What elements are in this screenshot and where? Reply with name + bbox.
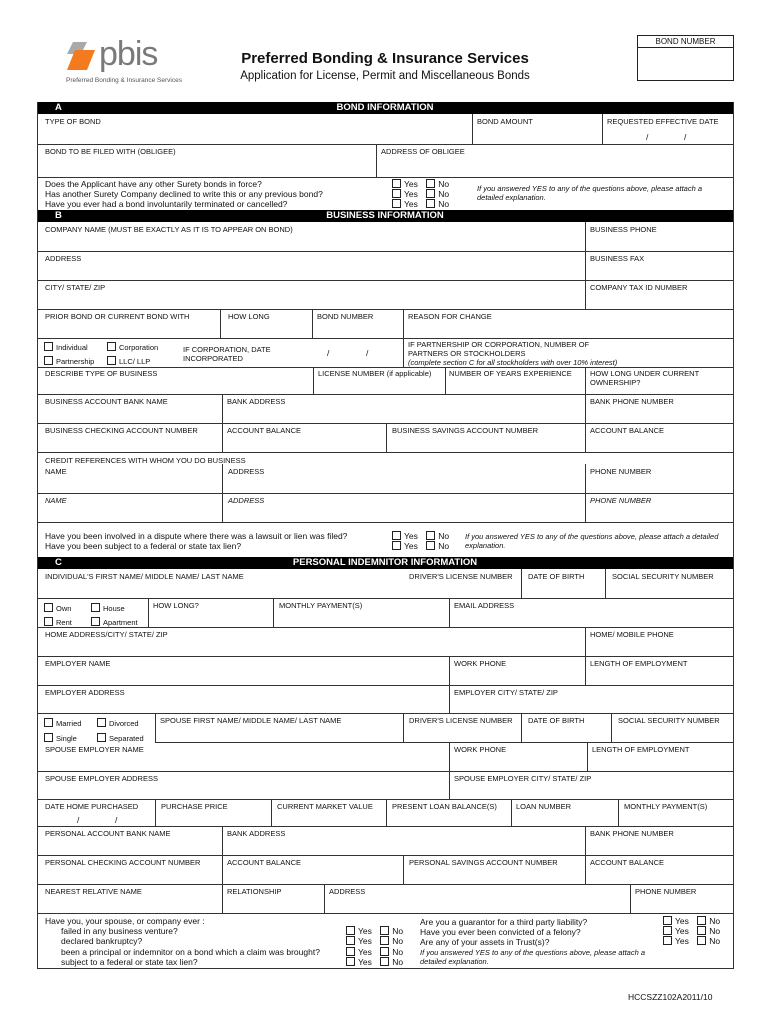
- spouse-emp-address-label: SPOUSE EMPLOYER ADDRESS: [45, 774, 158, 783]
- date-home-label: DATE HOME PURCHASED: [45, 802, 139, 811]
- separated-checkbox[interactable]: Separated: [97, 733, 144, 744]
- checkbox[interactable]: [380, 926, 389, 935]
- relative-phone-label: PHONE NUMBER: [635, 887, 697, 896]
- license-number-label: LICENSE NUMBER (if applicable): [318, 369, 432, 378]
- length-emp-label: LENGTH OF EMPLOYMENT: [590, 659, 688, 668]
- checkbox[interactable]: [107, 342, 116, 351]
- checkbox[interactable]: [392, 179, 401, 188]
- checkbox[interactable]: [663, 936, 672, 945]
- yes-no-c4[interactable]: Yes No: [346, 957, 403, 967]
- form-title: Preferred Bonding & Insurance Services: [241, 50, 529, 67]
- checkbox[interactable]: [392, 541, 401, 550]
- question-c2: declared bankruptcy?: [61, 936, 143, 946]
- employer-address-label: EMPLOYER ADDRESS: [45, 688, 125, 697]
- checkbox[interactable]: [426, 179, 435, 188]
- llc-checkbox[interactable]: LLC/ LLP: [107, 356, 150, 367]
- date-slash: /: [646, 132, 649, 142]
- monthly-payment-label: MONTHLY PAYMENT(S): [279, 601, 363, 610]
- checkbox[interactable]: [426, 189, 435, 198]
- question-c3: been a principal or indemnitor on a bond which a claim was brought?: [61, 947, 320, 957]
- partners-num-label: IF PARTNERSHIP OR CORPORATION, NUMBER OF PARTNERS OR STOCKHOLDERS: [408, 340, 590, 358]
- question-c7: Are any of your assets in Trust(s)?: [420, 937, 550, 947]
- spouse-length-emp-label: LENGTH OF EMPLOYMENT: [592, 745, 690, 754]
- question-b1: Have you been involved in a dispute where there was a lawsuit or lien was filed?: [45, 531, 348, 541]
- question-c6: Have you ever been convicted of a felony?: [420, 927, 581, 937]
- bank-phone-label: BANK PHONE NUMBER: [590, 397, 674, 406]
- checkbox[interactable]: [392, 189, 401, 198]
- relationship-label: RELATIONSHIP: [227, 887, 282, 896]
- ref-phone2-label: PHONE NUMBER: [590, 496, 652, 505]
- yes-no-c1[interactable]: Yes No: [346, 926, 403, 936]
- spouse-employer-label: SPOUSE EMPLOYER NAME: [45, 745, 144, 754]
- how-long-c-label: HOW LONG?: [153, 601, 199, 610]
- divorced-checkbox[interactable]: Divorced: [97, 718, 139, 729]
- question-c4: subject to a federal or state tax lien?: [61, 957, 198, 967]
- business-fax-label: BUSINESS FAX: [590, 254, 645, 263]
- employer-city-label: EMPLOYER CITY/ STATE/ ZIP: [454, 688, 558, 697]
- checkbox[interactable]: [97, 718, 106, 727]
- home-address-label: HOME ADDRESS/CITY/ STATE/ ZIP: [45, 630, 168, 639]
- apartment-checkbox[interactable]: Apartment: [91, 617, 138, 628]
- checkbox[interactable]: [346, 926, 355, 935]
- section-b-title: BUSINESS INFORMATION: [326, 210, 444, 221]
- work-phone-label: WORK PHONE: [454, 659, 507, 668]
- checkbox[interactable]: [697, 916, 706, 925]
- spouse-ssn-label: SOCIAL SECURITY NUMBER: [618, 716, 720, 725]
- checkbox[interactable]: [44, 718, 53, 727]
- pers-bank-label: PERSONAL ACCOUNT BANK NAME: [45, 829, 171, 838]
- bond-number-field-label: BOND NUMBER: [317, 312, 374, 321]
- checkbox[interactable]: [697, 926, 706, 935]
- logo-subtext: Preferred Bonding & Insurance Services: [66, 77, 182, 84]
- business-phone-label: BUSINESS PHONE: [590, 225, 657, 234]
- question-a1: Does the Applicant have any other Surety bonds in force?: [45, 179, 262, 189]
- account-balance2-label: ACCOUNT BALANCE: [590, 426, 665, 435]
- bond-number-box[interactable]: [637, 35, 734, 81]
- relative-address-label: ADDRESS: [329, 887, 366, 896]
- monthly-payments-label: MONTHLY PAYMENT(S): [624, 802, 708, 811]
- question-b2: Have you been subject to a federal or state tax lien?: [45, 541, 242, 551]
- date-slash: /: [327, 348, 330, 358]
- checkbox[interactable]: [380, 957, 389, 966]
- date-slash: /: [115, 815, 118, 825]
- bank-name-label: BUSINESS ACCOUNT BANK NAME: [45, 397, 168, 406]
- email-label: EMAIL ADDRESS: [454, 601, 515, 610]
- section-c-note: If you answered YES to any of the questions above, please attach a detailed explanation.: [420, 948, 646, 966]
- yes-no-a2[interactable]: Yes No: [392, 189, 449, 199]
- checkbox[interactable]: [44, 356, 53, 365]
- checkbox[interactable]: [44, 342, 53, 351]
- pers-bank-address-label: BANK ADDRESS: [227, 829, 286, 838]
- ref-phone-label: PHONE NUMBER: [590, 467, 652, 476]
- pers-account-balance2-label: ACCOUNT BALANCE: [590, 858, 665, 867]
- loan-number-label: LOAN NUMBER: [516, 802, 572, 811]
- checkbox[interactable]: [91, 603, 100, 612]
- question-a3: Have you ever had a bond involuntarily terminated or cancelled?: [45, 199, 288, 209]
- checkbox[interactable]: [44, 617, 53, 626]
- pbis-logo-text: pbis: [99, 35, 158, 73]
- yes-no-c5[interactable]: Yes No: [663, 916, 720, 926]
- checkbox[interactable]: [346, 957, 355, 966]
- checkbox[interactable]: [426, 531, 435, 540]
- question-c5: Are you a guarantor for a third party liability?: [420, 917, 588, 927]
- yes-no-c7[interactable]: Yes No: [663, 936, 720, 946]
- checkbox[interactable]: [44, 603, 53, 612]
- spouse-emp-city-label: SPOUSE EMPLOYER CITY/ STATE/ ZIP: [454, 774, 592, 783]
- ref-address2-label: ADDRESS: [228, 496, 265, 505]
- checkbox[interactable]: [380, 947, 389, 956]
- pbis-logo-mark: [65, 42, 97, 72]
- own-checkbox[interactable]: Own: [44, 603, 71, 614]
- yes-no-b2[interactable]: Yes No: [392, 541, 449, 551]
- partnership-checkbox[interactable]: Partnership: [44, 356, 94, 367]
- date-slash: /: [77, 815, 80, 825]
- individual-checkbox[interactable]: Individual: [44, 342, 88, 353]
- question-c1: failed in any business venture?: [61, 926, 178, 936]
- date-slash: /: [366, 348, 369, 358]
- question-a2: Has another Surety Company declined to write this or any previous bond?: [45, 189, 323, 199]
- corp-date-label: IF CORPORATION, DATE INCORPORATED: [183, 345, 271, 363]
- ind-name-label: INDIVIDUAL'S FIRST NAME/ MIDDLE NAME/ LAST NAME: [45, 572, 244, 581]
- bond-filed-with-label: BOND TO BE FILED WITH (OBLIGEE): [45, 147, 176, 156]
- ref-name-label: NAME: [45, 467, 67, 476]
- partners-note: (complete section C for all stockholders with over 10% interest): [408, 358, 618, 367]
- req-eff-date-label: REQUESTED EFFECTIVE DATE: [607, 117, 719, 126]
- account-balance-label: ACCOUNT BALANCE: [227, 426, 302, 435]
- single-checkbox[interactable]: Single: [44, 733, 77, 744]
- checkbox[interactable]: [107, 356, 116, 365]
- spouse-dl-label: DRIVER'S LICENSE NUMBER: [409, 716, 513, 725]
- date-slash: /: [684, 132, 687, 142]
- loan-balance-label: PRESENT LOAN BALANCE(S): [392, 802, 497, 811]
- pers-savings-label: PERSONAL SAVINGS ACCOUNT NUMBER: [409, 858, 558, 867]
- pers-bank-phone-label: BANK PHONE NUMBER: [590, 829, 674, 838]
- checkbox[interactable]: [663, 926, 672, 935]
- form-subtitle: Application for License, Permit and Miscellaneous Bonds: [240, 70, 530, 82]
- market-value-label: CURRENT MARKET VALUE: [277, 802, 373, 811]
- yes-no-c6[interactable]: Yes No: [663, 926, 720, 936]
- address-label: ADDRESS: [45, 254, 82, 263]
- pers-account-balance-label: ACCOUNT BALANCE: [227, 858, 302, 867]
- checkbox[interactable]: [426, 199, 435, 208]
- section-b-note: If you answered YES to any of the questions above, please attach a detailed explanation.: [465, 532, 719, 550]
- corporation-checkbox[interactable]: Corporation: [107, 342, 158, 353]
- checkbox[interactable]: [97, 733, 106, 742]
- bond-number-label: BOND NUMBER: [638, 36, 733, 48]
- bank-address-label: BANK ADDRESS: [227, 397, 286, 406]
- spouse-name-label: SPOUSE FIRST NAME/ MIDDLE NAME/ LAST NAME: [160, 716, 342, 725]
- ref-name2-label: NAME: [45, 496, 67, 505]
- checkbox[interactable]: [392, 531, 401, 540]
- checkbox[interactable]: [697, 936, 706, 945]
- section-c-bar: [37, 557, 733, 569]
- spouse-dob-label: DATE OF BIRTH: [528, 716, 585, 725]
- yes-no-a3[interactable]: Yes No: [392, 199, 449, 209]
- yes-no-c2[interactable]: Yes No: [346, 936, 403, 946]
- yes-no-b1[interactable]: Yes No: [392, 531, 449, 541]
- years-exp-label: NUMBER OF YEARS EXPERIENCE: [449, 369, 572, 378]
- checkbox[interactable]: [392, 199, 401, 208]
- section-a-title: BOND INFORMATION: [336, 102, 434, 113]
- nearest-relative-label: NEAREST RELATIVE NAME: [45, 887, 142, 896]
- dl-number-label: DRIVER'S LICENSE NUMBER: [409, 572, 513, 581]
- question-c-head: Have you, your spouse, or company ever :: [45, 916, 205, 926]
- how-long-label: HOW LONG: [228, 312, 270, 321]
- reason-change-label: REASON FOR CHANGE: [408, 312, 492, 321]
- form-code: HCCSZZ102A2011/10: [628, 992, 713, 1002]
- bond-amount-label: BOND AMOUNT: [477, 117, 533, 126]
- yes-no-c3[interactable]: Yes No: [346, 947, 403, 957]
- married-checkbox[interactable]: Married: [44, 718, 81, 729]
- describe-type-label: DESCRIBE TYPE OF BUSINESS: [45, 369, 158, 378]
- dob-label: DATE OF BIRTH: [528, 572, 585, 581]
- rent-checkbox[interactable]: Rent: [44, 617, 72, 628]
- ref-address-label: ADDRESS: [228, 467, 265, 476]
- company-tax-id-label: COMPANY TAX ID NUMBER: [590, 283, 688, 292]
- home-phone-label: HOME/ MOBILE PHONE: [590, 630, 674, 639]
- checkbox[interactable]: [426, 541, 435, 550]
- checkbox[interactable]: [663, 916, 672, 925]
- company-name-label: COMPANY NAME (MUST BE EXACTLY AS IT IS TO APPEAR ON BOND): [45, 225, 293, 234]
- checkbox[interactable]: [380, 936, 389, 945]
- credit-refs-label: CREDIT REFERENCES WITH WHOM YOU DO BUSINESS: [45, 456, 246, 465]
- section-c-title: PERSONAL INDEMNITOR INFORMATION: [292, 557, 478, 568]
- pers-checking-label: PERSONAL CHECKING ACCOUNT NUMBER: [45, 858, 201, 867]
- checkbox[interactable]: [44, 733, 53, 742]
- section-a-letter: A: [55, 102, 62, 113]
- city-state-zip-label: CITY/ STATE/ ZIP: [45, 283, 106, 292]
- section-a-bar: [37, 102, 733, 114]
- savings-num-label: BUSINESS SAVINGS ACCOUNT NUMBER: [392, 426, 539, 435]
- ssn-label: SOCIAL SECURITY NUMBER: [612, 572, 714, 581]
- section-b-letter: B: [55, 210, 62, 221]
- checkbox[interactable]: [346, 947, 355, 956]
- checkbox[interactable]: [91, 617, 100, 626]
- how-long-owner-label: HOW LONG UNDER CURRENT OWNERSHIP?: [590, 369, 700, 387]
- spouse-work-phone-label: WORK PHONE: [454, 745, 507, 754]
- section-b-bar: [37, 210, 733, 222]
- section-a-note: If you answered YES to any of the questions above, please attach a detailed explanation.: [477, 184, 703, 202]
- checking-num-label: BUSINESS CHECKING ACCOUNT NUMBER: [45, 426, 198, 435]
- checkbox[interactable]: [346, 936, 355, 945]
- address-obligee-label: ADDRESS OF OBLIGEE: [381, 147, 465, 156]
- yes-no-a1[interactable]: Yes No: [392, 179, 449, 189]
- prior-bond-label: PRIOR BOND OR CURRENT BOND WITH: [45, 312, 190, 321]
- section-c-letter: C: [55, 557, 62, 568]
- house-checkbox[interactable]: House: [91, 603, 125, 614]
- purchase-price-label: PURCHASE PRICE: [161, 802, 228, 811]
- type-of-bond-label: TYPE OF BOND: [45, 117, 101, 126]
- employer-name-label: EMPLOYER NAME: [45, 659, 111, 668]
